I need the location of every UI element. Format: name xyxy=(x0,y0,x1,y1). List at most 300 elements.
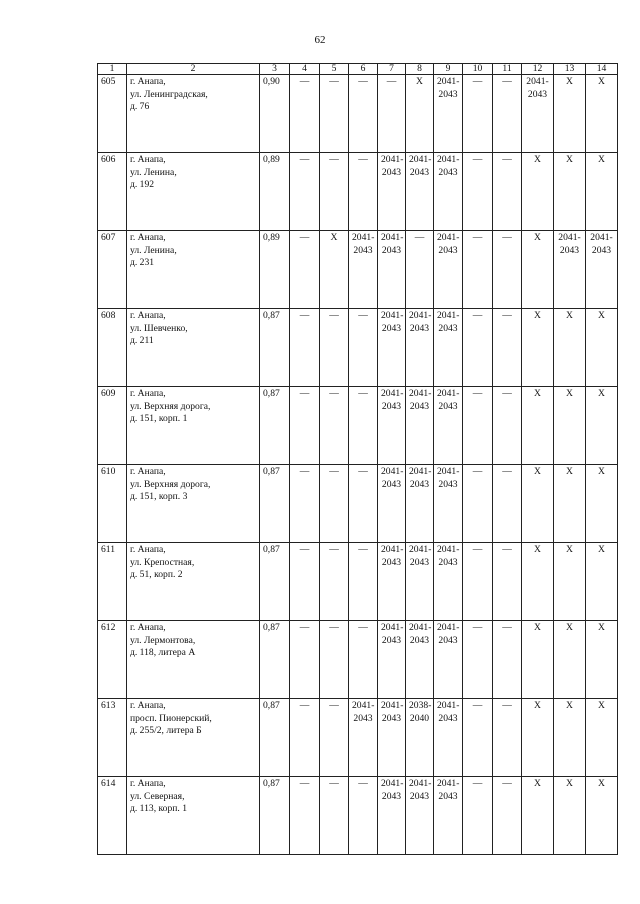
period-cell-col-8 xyxy=(406,153,434,231)
cell-text: — xyxy=(358,388,368,399)
address-cell xyxy=(127,309,260,387)
period-cell-col-12 xyxy=(522,777,554,855)
register-table xyxy=(97,63,618,855)
address-line: г. Анапа, xyxy=(130,466,166,477)
cell-text: 2043 xyxy=(438,322,458,334)
cell-text: 2043 xyxy=(409,634,430,646)
period-cell-col-5 xyxy=(320,387,349,465)
cell-text: X xyxy=(534,778,541,789)
period-cell-col-8 xyxy=(406,387,434,465)
address-line: д. 192 xyxy=(130,179,155,190)
cell-text: — xyxy=(299,700,310,711)
cell-text: — xyxy=(358,310,368,321)
cell-text: — xyxy=(502,388,512,399)
cell-text: 2043 xyxy=(591,244,612,256)
cell-text: — xyxy=(299,154,310,165)
cell-text: — xyxy=(502,310,512,321)
cell-text: 2041- xyxy=(381,700,404,711)
period-cell-col-5 xyxy=(320,777,349,855)
cell-text: 2043 xyxy=(438,556,458,568)
period-cell-col-8 xyxy=(406,309,434,387)
value-cell: 0,87 xyxy=(260,777,290,855)
cell-text: — xyxy=(472,622,483,633)
cell-text: X xyxy=(598,466,605,477)
period-cell-col-9 xyxy=(434,309,463,387)
address-line: д. 151, корп. 3 xyxy=(130,491,188,502)
value-cell: 0,87 xyxy=(260,309,290,387)
period-cell-col-10 xyxy=(463,153,493,231)
cell-text: — xyxy=(358,466,368,477)
cell-text: 2041- xyxy=(409,466,432,477)
cell-text: 2041- xyxy=(526,76,549,87)
period-cell-col-8 xyxy=(406,543,434,621)
period-cell-col-12 xyxy=(522,699,554,777)
table-row xyxy=(98,699,618,777)
period-cell-col-11 xyxy=(493,777,522,855)
cell-text: X xyxy=(534,310,541,321)
value-cell: 0,87 xyxy=(260,543,290,621)
period-cell-col-11 xyxy=(493,231,522,309)
period-cell-col-6 xyxy=(349,75,378,153)
period-cell-col-10 xyxy=(463,699,493,777)
cell-text: 2038- xyxy=(409,700,432,711)
row-number: 605 xyxy=(98,75,127,153)
period-cell-col-4 xyxy=(290,153,320,231)
cell-text: — xyxy=(299,310,310,321)
cell-text: — xyxy=(358,76,368,87)
cell-text: — xyxy=(329,544,339,555)
cell-text: X xyxy=(566,466,573,477)
cell-text: 2043 xyxy=(527,88,548,100)
table-row xyxy=(98,153,618,231)
cell-text: X xyxy=(598,778,605,789)
period-cell-col-13 xyxy=(554,231,586,309)
column-header-11: 11 xyxy=(493,64,522,75)
address-line: д. 118, литера А xyxy=(130,647,196,658)
period-cell-col-4 xyxy=(290,309,320,387)
period-cell-col-8 xyxy=(406,231,434,309)
cell-text: — xyxy=(299,388,310,399)
cell-text: 2043 xyxy=(353,244,373,256)
cell-text: — xyxy=(472,778,483,789)
period-cell-col-9 xyxy=(434,777,463,855)
period-cell-col-8 xyxy=(406,465,434,543)
cell-text: X xyxy=(534,388,541,399)
cell-text: — xyxy=(329,388,339,399)
cell-text: 2041- xyxy=(437,622,460,633)
cell-text: — xyxy=(472,466,483,477)
period-cell-col-6 xyxy=(349,543,378,621)
period-cell-col-5 xyxy=(320,621,349,699)
cell-text: — xyxy=(299,778,310,789)
cell-text: — xyxy=(502,700,512,711)
cell-text: X xyxy=(534,544,541,555)
cell-text: — xyxy=(358,622,368,633)
row-number: 613 xyxy=(98,699,127,777)
cell-text: 2041- xyxy=(409,154,432,165)
period-cell-col-5 xyxy=(320,309,349,387)
period-cell-col-7 xyxy=(378,699,406,777)
period-cell-col-7 xyxy=(378,153,406,231)
period-cell-col-7 xyxy=(378,309,406,387)
address-line: ул. Верхняя дорога, xyxy=(130,400,211,412)
cell-text: 2041- xyxy=(590,232,613,243)
column-header-7: 7 xyxy=(378,64,406,75)
period-cell-col-7 xyxy=(378,387,406,465)
period-cell-col-11 xyxy=(493,621,522,699)
table-row xyxy=(98,543,618,621)
period-cell-col-9 xyxy=(434,465,463,543)
period-cell-col-11 xyxy=(493,387,522,465)
cell-text: 2043 xyxy=(381,244,402,256)
period-cell-col-12 xyxy=(522,465,554,543)
period-cell-col-14 xyxy=(586,465,618,543)
period-cell-col-4 xyxy=(290,777,320,855)
period-cell-col-10 xyxy=(463,387,493,465)
period-cell-col-14 xyxy=(586,309,618,387)
address-line: ул. Верхняя дорога, xyxy=(130,478,211,490)
cell-text: — xyxy=(329,778,339,789)
table-row xyxy=(98,387,618,465)
cell-text: 2041- xyxy=(437,154,460,165)
period-cell-col-11 xyxy=(493,699,522,777)
cell-text: — xyxy=(329,154,339,165)
cell-text: — xyxy=(299,76,310,87)
cell-text: 2043 xyxy=(409,478,430,490)
period-cell-col-9 xyxy=(434,153,463,231)
cell-text: 2043 xyxy=(381,166,402,178)
cell-text: 2043 xyxy=(381,712,402,724)
period-cell-col-13 xyxy=(554,465,586,543)
address-line: д. 76 xyxy=(130,101,150,112)
cell-text: 2041- xyxy=(409,622,432,633)
address-line: г. Анапа, xyxy=(130,76,166,87)
value-cell: 0,89 xyxy=(260,231,290,309)
period-cell-col-13 xyxy=(554,777,586,855)
cell-text: 2043 xyxy=(409,790,430,802)
cell-text: 2043 xyxy=(381,634,402,646)
address-line: ул. Лермонтова, xyxy=(130,634,196,646)
cell-text: X xyxy=(566,154,573,165)
period-cell-col-4 xyxy=(290,543,320,621)
address-line: д. 231 xyxy=(130,257,155,268)
period-cell-col-6 xyxy=(349,699,378,777)
cell-text: X xyxy=(534,622,541,633)
address-line: г. Анапа, xyxy=(130,544,166,555)
period-cell-col-10 xyxy=(463,621,493,699)
cell-text: 2041- xyxy=(437,700,460,711)
address-cell xyxy=(127,153,260,231)
cell-text: — xyxy=(329,466,339,477)
cell-text: X xyxy=(598,310,605,321)
cell-text: — xyxy=(502,154,512,165)
cell-text: 2043 xyxy=(409,166,430,178)
table-row xyxy=(98,231,618,309)
period-cell-col-5 xyxy=(320,699,349,777)
period-cell-col-14 xyxy=(586,75,618,153)
cell-text: X xyxy=(566,544,573,555)
period-cell-col-4 xyxy=(290,231,320,309)
cell-text: 2041- xyxy=(437,466,460,477)
cell-text: 2041- xyxy=(381,388,404,399)
row-number: 612 xyxy=(98,621,127,699)
cell-text: X xyxy=(566,700,573,711)
page-number: 62 xyxy=(314,34,326,46)
column-header-3: 3 xyxy=(260,64,290,75)
cell-text: X xyxy=(598,76,605,87)
period-cell-col-6 xyxy=(349,309,378,387)
column-header-14: 14 xyxy=(586,64,618,75)
period-cell-col-8 xyxy=(406,75,434,153)
address-cell xyxy=(127,231,260,309)
address-line: ул. Ленина, xyxy=(130,166,177,178)
period-cell-col-7 xyxy=(378,465,406,543)
period-cell-col-14 xyxy=(586,231,618,309)
row-number: 611 xyxy=(98,543,127,621)
cell-text: 2041- xyxy=(437,232,460,243)
period-cell-col-9 xyxy=(434,543,463,621)
address-line: г. Анапа, xyxy=(130,778,166,789)
cell-text: — xyxy=(414,232,425,243)
cell-text: X xyxy=(330,232,338,243)
cell-text: 2043 xyxy=(438,88,458,100)
cell-text: — xyxy=(299,622,310,633)
cell-text: 2041- xyxy=(558,232,581,243)
address-line: д. 51, корп. 2 xyxy=(130,569,183,580)
column-header-5: 5 xyxy=(320,64,349,75)
period-cell-col-10 xyxy=(463,777,493,855)
address-cell xyxy=(127,75,260,153)
cell-text: 2041- xyxy=(381,622,404,633)
period-cell-col-13 xyxy=(554,153,586,231)
cell-text: 2043 xyxy=(381,322,402,334)
cell-text: 2041- xyxy=(381,154,404,165)
cell-text: 2043 xyxy=(381,556,402,568)
cell-text: — xyxy=(299,544,310,555)
cell-text: — xyxy=(329,76,339,87)
row-number: 606 xyxy=(98,153,127,231)
period-cell-col-9 xyxy=(434,75,463,153)
period-cell-col-9 xyxy=(434,699,463,777)
address-line: г. Анапа, xyxy=(130,310,166,321)
cell-text: 2043 xyxy=(438,244,458,256)
period-cell-col-14 xyxy=(586,699,618,777)
period-cell-col-13 xyxy=(554,699,586,777)
address-line: д. 151, корп. 1 xyxy=(130,413,188,424)
cell-text: 2043 xyxy=(438,634,458,646)
cell-text: 2041- xyxy=(437,310,460,321)
cell-text: 2043 xyxy=(559,244,580,256)
cell-text: X xyxy=(416,76,423,87)
period-cell-col-6 xyxy=(349,465,378,543)
period-cell-col-11 xyxy=(493,75,522,153)
address-line: г. Анапа, xyxy=(130,154,166,165)
cell-text: — xyxy=(472,154,483,165)
period-cell-col-12 xyxy=(522,543,554,621)
cell-text: 2043 xyxy=(381,400,402,412)
address-line: ул. Ленинградская, xyxy=(130,88,208,100)
cell-text: 2043 xyxy=(353,712,373,724)
cell-text: 2041- xyxy=(437,76,460,87)
cell-text: — xyxy=(329,700,339,711)
cell-text: 2041- xyxy=(381,232,404,243)
cell-text: X xyxy=(566,76,573,87)
cell-text: 2041- xyxy=(409,544,432,555)
period-cell-col-7 xyxy=(378,621,406,699)
cell-text: X xyxy=(598,700,605,711)
row-number: 609 xyxy=(98,387,127,465)
address-cell xyxy=(127,621,260,699)
cell-text: 2043 xyxy=(409,322,430,334)
row-number: 608 xyxy=(98,309,127,387)
table-row xyxy=(98,465,618,543)
column-header-9: 9 xyxy=(434,64,463,75)
cell-text: 2043 xyxy=(438,712,458,724)
cell-text: 2041- xyxy=(381,466,404,477)
period-cell-col-10 xyxy=(463,465,493,543)
value-cell: 0,87 xyxy=(260,387,290,465)
period-cell-col-14 xyxy=(586,153,618,231)
table-body xyxy=(98,75,618,855)
address-cell xyxy=(127,387,260,465)
period-cell-col-12 xyxy=(522,153,554,231)
address-line: ул. Шевченко, xyxy=(130,322,188,334)
address-cell xyxy=(127,543,260,621)
row-number: 610 xyxy=(98,465,127,543)
period-cell-col-12 xyxy=(522,309,554,387)
cell-text: — xyxy=(502,544,512,555)
cell-text: — xyxy=(472,700,483,711)
cell-text: 2041- xyxy=(409,388,432,399)
period-cell-col-6 xyxy=(349,777,378,855)
period-cell-col-5 xyxy=(320,543,349,621)
cell-text: 2041- xyxy=(437,778,460,789)
value-cell: 0,90 xyxy=(260,75,290,153)
cell-text: — xyxy=(472,76,483,87)
cell-text: — xyxy=(502,466,512,477)
period-cell-col-14 xyxy=(586,543,618,621)
period-cell-col-4 xyxy=(290,699,320,777)
cell-text: X xyxy=(534,700,541,711)
cell-text: 2043 xyxy=(409,556,430,568)
address-line: ул. Ленина, xyxy=(130,244,177,256)
address-line: ул. Северная, xyxy=(130,790,185,802)
period-cell-col-14 xyxy=(586,621,618,699)
column-header-8: 8 xyxy=(406,64,434,75)
period-cell-col-5 xyxy=(320,231,349,309)
cell-text: — xyxy=(502,778,512,789)
period-cell-col-7 xyxy=(378,231,406,309)
column-header-6: 6 xyxy=(349,64,378,75)
table-row xyxy=(98,777,618,855)
table-row xyxy=(98,621,618,699)
address-line: г. Анапа, xyxy=(130,388,166,399)
period-cell-col-13 xyxy=(554,621,586,699)
cell-text: — xyxy=(472,310,483,321)
cell-text: 2041- xyxy=(381,310,404,321)
cell-text: X xyxy=(598,154,605,165)
cell-text: 2041- xyxy=(409,778,432,789)
period-cell-col-12 xyxy=(522,231,554,309)
cell-text: 2043 xyxy=(381,790,402,802)
address-line: просп. Пионерский, xyxy=(130,712,212,724)
cell-text: — xyxy=(502,76,512,87)
address-line: г. Анапа, xyxy=(130,622,166,633)
cell-text: 2043 xyxy=(438,400,458,412)
table-row xyxy=(98,309,618,387)
period-cell-col-4 xyxy=(290,387,320,465)
period-cell-col-8 xyxy=(406,621,434,699)
period-cell-col-8 xyxy=(406,699,434,777)
period-cell-col-13 xyxy=(554,543,586,621)
value-cell: 0,87 xyxy=(260,699,290,777)
cell-text: — xyxy=(299,466,310,477)
cell-text: 2043 xyxy=(438,478,458,490)
cell-text: X xyxy=(566,388,573,399)
value-cell: 0,87 xyxy=(260,465,290,543)
column-header-10: 10 xyxy=(463,64,493,75)
cell-text: 2041- xyxy=(352,232,375,243)
value-cell: 0,89 xyxy=(260,153,290,231)
period-cell-col-5 xyxy=(320,153,349,231)
cell-text: X xyxy=(534,466,541,477)
column-header-13: 13 xyxy=(554,64,586,75)
cell-text: X xyxy=(598,388,605,399)
column-header-4: 4 xyxy=(290,64,320,75)
period-cell-col-10 xyxy=(463,231,493,309)
cell-text: 2041- xyxy=(381,778,404,789)
address-line: д. 255/2, литера Б xyxy=(130,725,202,736)
cell-text: — xyxy=(358,544,368,555)
column-header-12: 12 xyxy=(522,64,554,75)
cell-text: — xyxy=(386,76,397,87)
row-number: 614 xyxy=(98,777,127,855)
period-cell-col-9 xyxy=(434,621,463,699)
cell-text: X xyxy=(598,544,605,555)
cell-text: 2043 xyxy=(438,790,458,802)
cell-text: 2041- xyxy=(352,700,375,711)
cell-text: — xyxy=(299,232,310,243)
cell-text: 2043 xyxy=(438,166,458,178)
period-cell-col-6 xyxy=(349,387,378,465)
period-cell-col-12 xyxy=(522,387,554,465)
address-line: д. 113, корп. 1 xyxy=(130,803,188,814)
cell-text: — xyxy=(358,154,368,165)
period-cell-col-12 xyxy=(522,621,554,699)
period-cell-col-14 xyxy=(586,777,618,855)
period-cell-col-10 xyxy=(463,75,493,153)
cell-text: — xyxy=(472,544,483,555)
address-line: д. 211 xyxy=(130,335,154,346)
period-cell-col-4 xyxy=(290,621,320,699)
column-header-2: 2 xyxy=(127,64,260,75)
period-cell-col-6 xyxy=(349,153,378,231)
period-cell-col-9 xyxy=(434,387,463,465)
cell-text: X xyxy=(566,622,573,633)
column-header-1: 1 xyxy=(98,64,127,75)
cell-text: X xyxy=(598,622,605,633)
address-cell xyxy=(127,699,260,777)
cell-text: — xyxy=(472,232,483,243)
period-cell-col-13 xyxy=(554,75,586,153)
cell-text: — xyxy=(502,232,512,243)
cell-text: 2040 xyxy=(409,712,430,724)
period-cell-col-11 xyxy=(493,465,522,543)
period-cell-col-6 xyxy=(349,621,378,699)
period-cell-col-11 xyxy=(493,309,522,387)
period-cell-col-4 xyxy=(290,75,320,153)
period-cell-col-8 xyxy=(406,777,434,855)
